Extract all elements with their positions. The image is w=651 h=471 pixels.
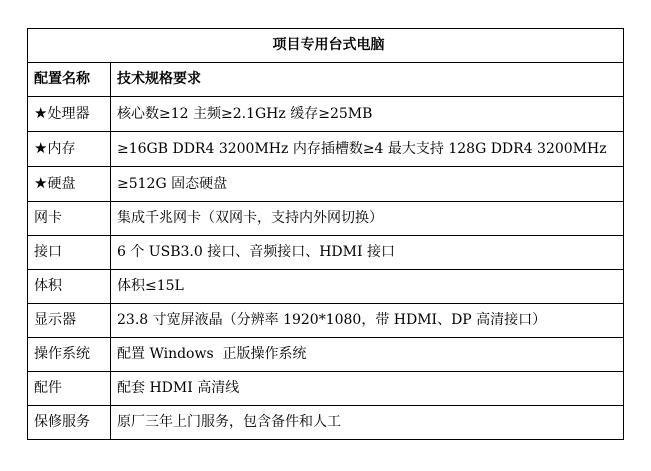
table-row: [28, 304, 624, 338]
config-name-text: 体积: [34, 278, 62, 294]
table-row: [28, 132, 624, 167]
config-name-cell: [28, 236, 111, 270]
header-tech-spec: 技术规格要求: [111, 63, 624, 97]
table-title: 项目专用台式电脑: [28, 29, 624, 63]
config-name-cell: [28, 338, 111, 372]
tech-spec-cell: 集成千兆网卡（双网卡，支持内外网切换）: [111, 202, 624, 236]
table-row: [28, 406, 624, 440]
config-name-text: 处理器: [47, 106, 90, 122]
header-config-name: 配置名称: [28, 63, 111, 97]
tech-spec-cell: 6 个 USB3.0 接口、音频接口、HDMI 接口: [111, 236, 624, 270]
table-row: [28, 270, 624, 304]
table-row: [28, 167, 624, 202]
table-row: [28, 372, 624, 406]
config-name-text: 显示器: [34, 312, 76, 328]
tech-spec-cell: ≥16GB DDR4 3200MHz 内存插槽数≥4 最大支持 128G DDR4 3200MHz: [111, 132, 624, 167]
spec-table: [27, 28, 624, 440]
config-name-cell: [28, 132, 111, 167]
tech-spec-cell: 核心数≥12 主频≥2.1GHz 缓存≥25MB: [111, 97, 624, 132]
config-name-cell: [28, 304, 111, 338]
tech-spec-cell: 配套 HDMI 高清线: [111, 372, 624, 406]
table-body: [28, 97, 624, 440]
config-name-text: 配件: [34, 380, 62, 396]
table-row: [28, 338, 624, 372]
config-name-cell: [28, 406, 111, 440]
header-row: [28, 63, 624, 97]
config-name-cell: [28, 97, 111, 132]
config-name-text: 操作系统: [34, 346, 90, 362]
table-row: [28, 97, 624, 132]
table-row: [28, 236, 624, 270]
config-name-cell: [28, 372, 111, 406]
tech-spec-cell: 原厂三年上门服务，包含备件和人工: [111, 406, 624, 440]
tech-spec-cell: 体积≤15L: [111, 270, 624, 304]
tech-spec-cell: 23.8 寸宽屏液晶（分辨率 1920*1080，带 HDMI、DP 高清接口）: [111, 304, 624, 338]
table-row: [28, 202, 624, 236]
star-icon: ★: [34, 139, 48, 157]
tech-spec-cell: ≥512G 固态硬盘: [111, 167, 624, 202]
config-name-text: 硬盘: [47, 176, 76, 192]
config-name-text: 网卡: [34, 210, 62, 226]
config-name-cell: [28, 270, 111, 304]
config-name-text: 内存: [47, 141, 76, 157]
config-name-cell: [28, 167, 111, 202]
config-name-text: 保修服务: [34, 414, 90, 430]
star-icon: ★: [34, 174, 48, 192]
title-row: [28, 29, 624, 63]
config-name-text: 接口: [34, 244, 62, 260]
star-icon: ★: [34, 104, 48, 122]
config-name-cell: [28, 202, 111, 236]
tech-spec-cell: 配置 Windows 正版操作系统: [111, 338, 624, 372]
